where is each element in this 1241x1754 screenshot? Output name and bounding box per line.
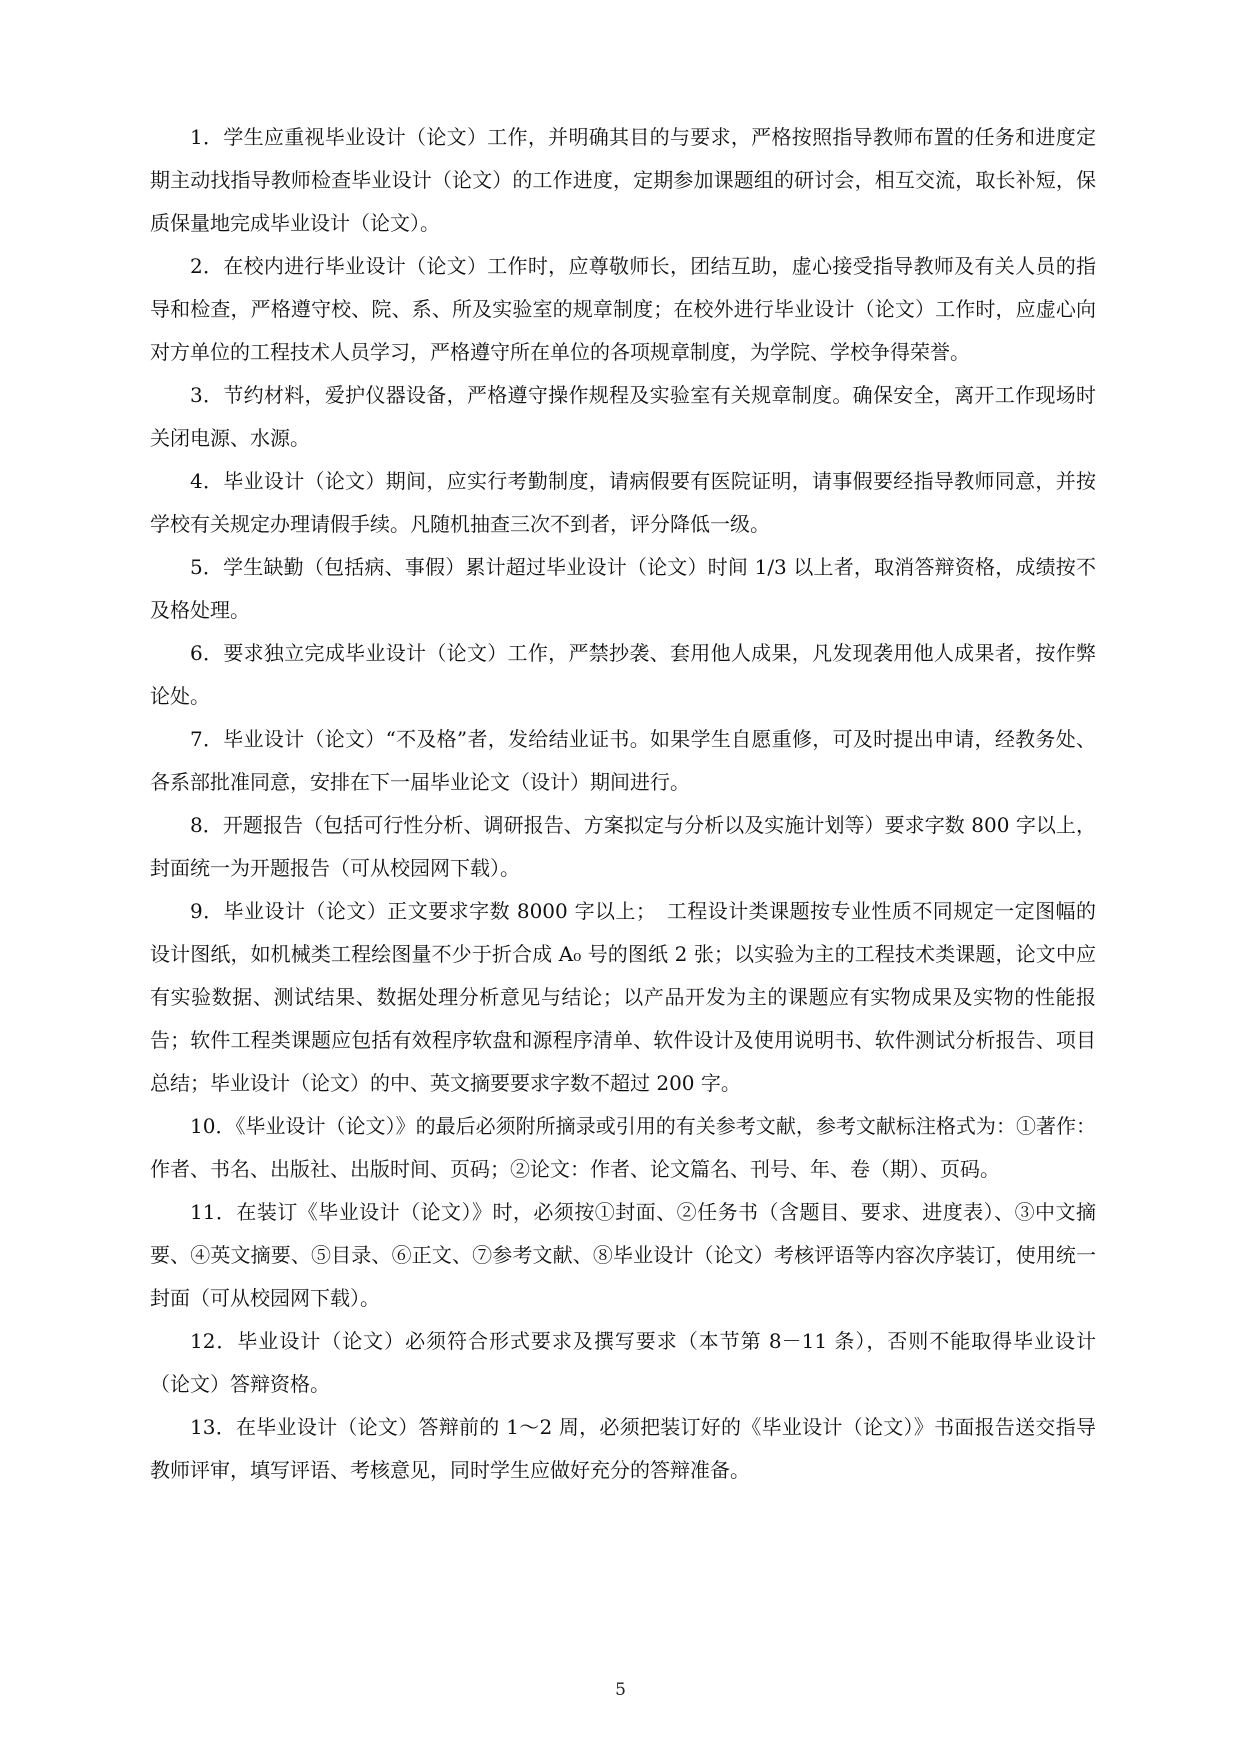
rule-paragraph-1: 1．学生应重视毕业设计（论文）工作，并明确其目的与要求，严格按照指导教师布置的任务和进度定期主动找指导教师检查毕业设计（论文）的工作进度，定期参加课题组的研讨会，相互交流，取长补短，保质保量地完成毕业设计（论文）。 [150,125,1096,235]
rule-paragraph-13: 13．在毕业设计（论文）答辩前的 1～2 周，必须把装订好的《毕业设计（论文）》书面报告送交指导教师评审，填写评语、考核意见，同时学生应做好充分的答辩准备。 [150,1415,1096,1482]
rule-paragraph-11: 11．在装订《毕业设计（论文）》时，必须按①封面、②任务书（含题目、要求、进度表）、③中文摘要、④英文摘要、⑤目录、⑥正文、⑦参考文献、⑧毕业设计（论文）考核评语等内容次序装订，使用统一封面（可从校园网下载）。 [150,1200,1096,1310]
document-body [150,116,1096,1492]
rule-paragraph-9: 9．毕业设计（论文）正文要求字数 8000 字以上； 工程设计类课题按专业性质不同规定一定图幅的设计图纸，如机械类工程绘图量不少于折合成 A₀ 号的图纸 2 张；以实验为主的工程技术类课题，论文中应有实验数据、测试结果、数据处理分析意见与结论；以产品开发为主的课题应有实物成果及实物的性能报告；软件工程类课题应包括有效程序软盘和源程序清单、软件设计及使用说明书、软件测试分析报告、项目总结；毕业设计（论文）的中、英文摘要要求字数不超过 200 字。 [150,899,1096,1095]
rule-paragraph-6: 6．要求独立完成毕业设计（论文）工作，严禁抄袭、套用他人成果，凡发现袭用他人成果者，按作弊论处。 [150,641,1096,708]
rule-paragraph-5: 5．学生缺勤（包括病、事假）累计超过毕业设计（论文）时间 1/3 以上者，取消答辩资格，成绩按不及格处理。 [150,555,1096,622]
rule-paragraph-2: 2．在校内进行毕业设计（论文）工作时，应尊敬师长，团结互助，虚心接受指导教师及有关人员的指导和检查，严格遵守校、院、系、所及实验室的规章制度；在校外进行毕业设计（论文）工作时，应虚心向对方单位的工程技术人员学习，严格遵守所在单位的各项规章制度，为学院、学校争得荣誉。 [150,254,1096,364]
rule-paragraph-3: 3．节约材料，爱护仪器设备，严格遵守操作规程及实验室有关规章制度。确保安全，离开工作现场时关闭电源、水源。 [150,383,1096,450]
rule-paragraph-7: 7．毕业设计（论文）“不及格”者，发给结业证书。如果学生自愿重修，可及时提出申请，经教务处、各系部批准同意，安排在下一届毕业论文（设计）期间进行。 [150,727,1096,794]
rule-paragraph-4: 4．毕业设计（论文）期间，应实行考勤制度，请病假要有医院证明，请事假要经指导教师同意，并按学校有关规定办理请假手续。凡随机抽查三次不到者，评分降低一级。 [150,469,1096,536]
rule-paragraph-8: 8．开题报告（包括可行性分析、调研报告、方案拟定与分析以及实施计划等）要求字数 800 字以上，封面统一为开题报告（可从校园网下载）。 [150,813,1096,880]
page-number: 5 [615,1680,626,1700]
rule-paragraph-10: 10．《毕业设计（论文）》的最后必须附所摘录或引用的有关参考文献，参考文献标注格式为：①著作：作者、书名、出版社、出版时间、页码；②论文：作者、论文篇名、刊号、年、卷（期）、页码。 [150,1114,1096,1181]
rule-paragraph-12: 12．毕业设计（论文）必须符合形式要求及撰写要求（本节第 8－11 条），否则不能取得毕业设计（论文）答辩资格。 [150,1329,1096,1396]
